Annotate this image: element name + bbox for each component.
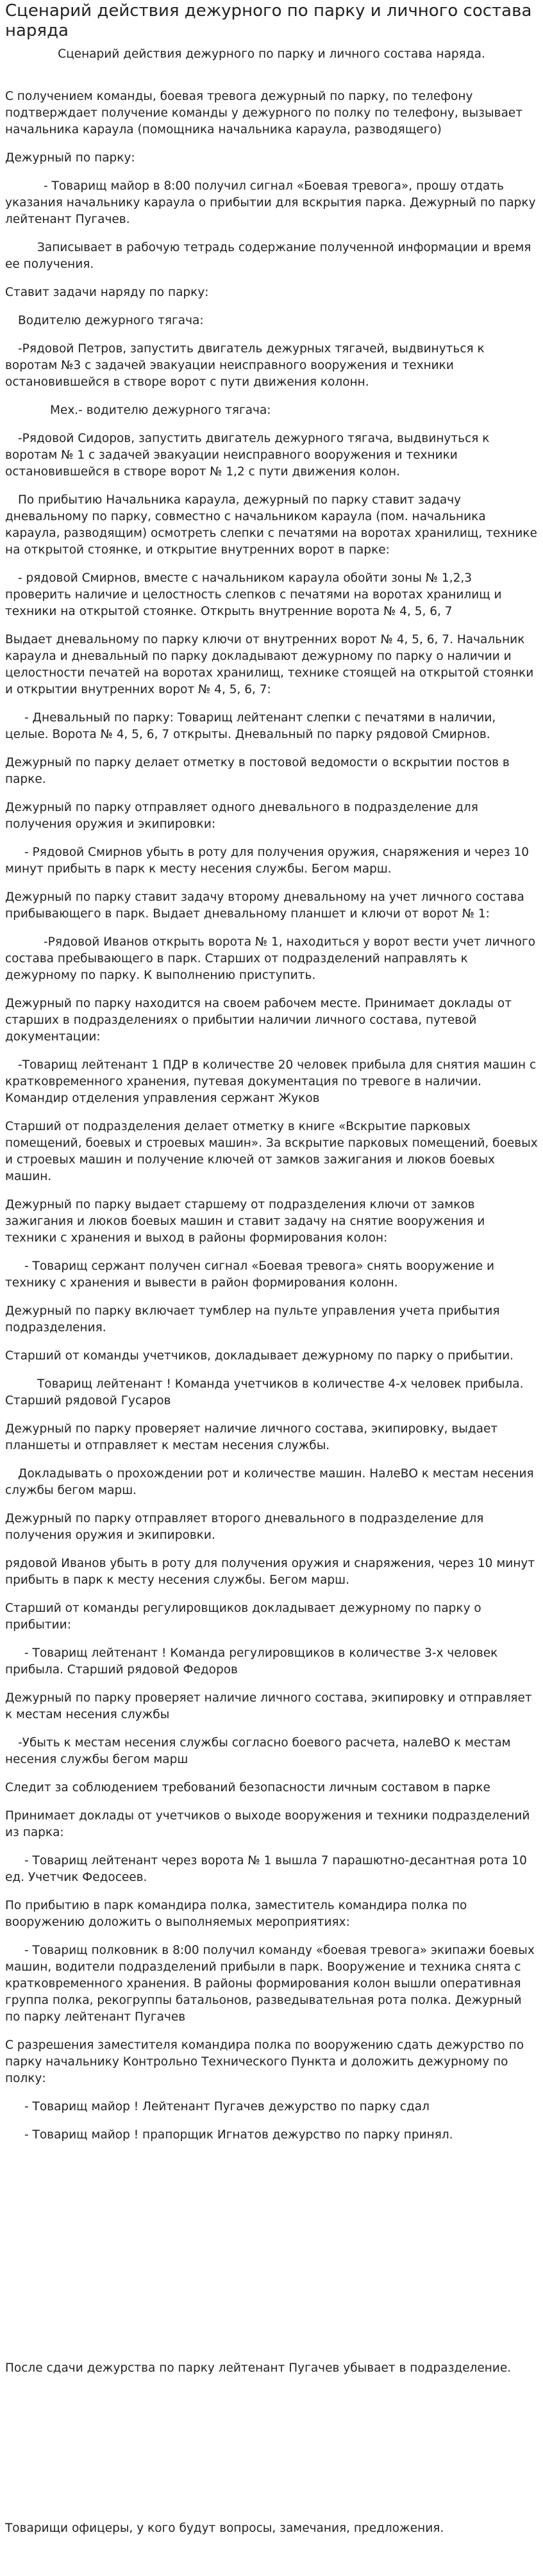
document-title: Сценарий действия дежурного по парку и личного состава наряда <box>5 1 532 40</box>
paragraph: Записывает в рабочую тетрадь содержание полученной информации и время ее получения. <box>5 241 531 271</box>
paragraph: По прибытию Начальника караула, дежурный по парку ставит задачу дневальному по парку, совместно с начальником караула (пом. начальника караула, разводящим) осмотреть слепки с печатями на воротах хранилищ, технике на открытой стоянке, и открытие внутренних ворот в парке: <box>5 493 537 557</box>
paragraph: Следит за соблюдением требований безопасности личным составом в парке <box>5 1781 490 1794</box>
paragraph: Дежурный по парку проверяет наличие личного состава, экипировку и отправляет к местам несения службы <box>5 1691 532 1721</box>
paragraph: Старший от команды учетчиков, докладывает дежурному по парку о прибытии. <box>5 1349 514 1363</box>
spacer <box>5 2155 538 2360</box>
paragraph: -Товарищ лейтенант 1 ПДР в количестве 20 человек прибыла для снятия машин с кратковременного хранения, путевая документация по тревоге в наличии. Командир отделения управления сержант Жуков <box>5 1058 537 1105</box>
paragraph: - Товарищ майор ! прапорщик Игнатов дежурство по парку принял. <box>24 2128 453 2142</box>
paragraph: По прибытию в парк командира полка, заместитель командира полка по вооружению доложить о выполняемых мероприятиях: <box>5 1899 467 1929</box>
paragraph: - Товарищ лейтенант ! Команда регулировщиков в количестве 3-х человек прибыла. Старший рядовой Федоров <box>5 1646 498 1677</box>
paragraph: Дежурный по парку находится на своем рабочем месте. Принимает доклады от старших в подразделениях о прибытии наличии личного состава, путевой документации: <box>5 997 512 1044</box>
paragraph: рядовой Иванов убыть в роту для получения оружия и снаряжения, через 10 минут прибыть в парк к месту несения службы. Бегом марш. <box>5 1557 535 1587</box>
paragraph: Дежурный по парку: <box>5 151 135 165</box>
paragraph: - Товарищ майор ! Лейтенант Пугачев дежурство по парку сдал <box>24 2100 430 2113</box>
paragraph: Дежурный по парку ставит задачу второму дневальному на учет личного состава прибывающего в парк. Выдает дневальному планшет и ключи от ворот № 1: <box>5 890 524 921</box>
paragraph: Выдает дневальному по парку ключи от внутренних ворот № 4, 5, 6, 7. Начальник караула и дневальный по парку докладывают дежурному по парку о наличии и целостности печатей на воротах хранилищ, технике стоящей на открытой стоянки и открытии внутренних ворот № 4, 5, 6, 7: <box>5 633 534 696</box>
paragraph: Ставит задачи наряду по парку: <box>5 286 209 299</box>
paragraph: Дежурный по парку включает тумблер на пульте управления учета прибытия подразделения. <box>5 1304 500 1334</box>
document-subtitle: Сценарий действия дежурного по парку и личного состава наряда. <box>58 47 485 61</box>
paragraph: - Дневальный по парку: Товарищ лейтенант слепки с печатями в наличии, целые. Ворота № 4, 5, 6, 7 открыты. Дневальный по парку рядовой Смирнов. <box>5 711 496 741</box>
paragraph: После сдачи дежурства по парку лейтенант Пугачев убывает в подразделение. <box>5 2361 512 2375</box>
paragraph: Дежурный по парку делает отметку в постовой ведомости о вскрытии постов в парке. <box>5 756 510 786</box>
paragraph: С получением команды, боевая тревога дежурный по парку, по телефону подтверждает получение команды у дежурного по полку по телефону, вызывает начальника караула (помощника начальника караула, разводящего) <box>5 90 523 136</box>
paragraph: -Убыть к местам несения службы согласно боевого расчета, налеВО к местам несения службы бегом марш <box>5 1736 511 1766</box>
paragraph: Старший от подразделения делает отметку в книге «Вскрытие парковых помещений, боевых и строевых машин». За вскрытие парковых помещений, боевых и строевых машин и получение ключей от замков зажигания и люков боевых машин. <box>5 1120 538 1183</box>
paragraph: - Товарищ сержант получен сигнал «Боевая тревога» снять вооружение и технику с хранения и вывести в район формирования колонн. <box>5 1259 495 1290</box>
paragraph: -Рядовой Петров, запустить двигатель дежурных тягачей, выдвинуться к воротам №3 с задачей эвакуации неисправного вооружения и техники остановившейся в створе ворот с пути движения колонн. <box>5 342 485 389</box>
paragraph: Дежурный по парку отправляет второго дневального в подразделение для получения оружия и экипировки. <box>5 1512 484 1542</box>
paragraph: - Товарищ лейтенант через ворота № 1 вышла 7 парашютно-десантная рота 10 ед. Учетчик Федосеев. <box>5 1854 527 1884</box>
paragraph: С разрешения заместителя командира полка по вооружению сдать дежурство по парку начальнику Контрольно Технического Пункта и доложить дежурному по полку: <box>5 2039 524 2085</box>
paragraph: Дежурный по парку проверяет наличие личного состава, экипировку, выдает планшеты и отправляет к местам несения службы. <box>5 1422 498 1452</box>
paragraph: - рядовой Смирнов, вместе с начальником караула обойти зоны № 1,2,3 проверить наличие и целостность слепков с печатями на воротах хранилищ и техники на открытой стоянке. Открыть внутренние ворота № 4, 5, 6, 7 <box>5 571 502 618</box>
paragraph: - Товарищ майор в 8:00 получил сигнал «Боевая тревога», прошу отдать указания начальнику караула о прибытии для вскрытия парка. Дежурный по парку лейтенант Пугачев. <box>5 179 536 226</box>
paragraph: Дежурный по парку выдает старшему от подразделения ключи от замков зажигания и люков боевых машин и ставит задачу на снятие вооружения и техники с хранения и выход в районы формирования колон: <box>5 1198 485 1245</box>
paragraph: Дежурный по парку отправляет одного дневального в подразделение для получения оружия и экипировки: <box>5 801 478 831</box>
paragraph: Товарищ лейтенант ! Команда учетчиков в количестве 4-х человек прибыла. Старший рядовой Гусаров <box>5 1377 524 1407</box>
paragraph: Мех.- водителю дежурного тягача: <box>50 404 271 417</box>
paragraph: -Рядовой Иванов открыть ворота № 1, находиться у ворот вести учет личного состава пребывающего в парк. Старших от подразделений направлять к дежурному по парку. К выполнению приступить. <box>5 935 536 982</box>
paragraph: Водителю дежурного тягача: <box>18 314 204 327</box>
spacer <box>5 2388 538 2520</box>
paragraph: - Рядовой Смирнов убыть в роту для получения оружия, снаряжения и через 10 минут прибыть в парк к месту несения службы. Бегом марш. <box>5 846 529 876</box>
paragraph: Старший от команды регулировщиков докладывает дежурному по парку о прибытии: <box>5 1602 481 1632</box>
paragraph: - Товарищ полковник в 8:00 получил команду «боевая тревога» экипажи боевых машин, водители подразделений прибыли в парк. Вооружение и техника снята с кратковременного хранения. В районы формирования колон вышли оперативная группа полка, рекогруппы батальонов, разведывательная рота полка. Дежурный по парку лейтенант Пугачев <box>5 1944 535 2024</box>
paragraph: Докладывать о прохождении рот и количестве машин. НалеВО к местам несения службы бегом марш. <box>5 1467 534 1497</box>
paragraph: Товарищи офицеры, у кого будут вопросы, замечания, предложения. <box>5 2522 444 2535</box>
paragraph: -Рядовой Сидоров, запустить двигатель дежурного тягача, выдвинуться к воротам № 1 с задачей эвакуации неисправного вооружения и техники остановившейся в створе ворот № 1,2 с пути движения колон. <box>5 432 490 479</box>
paragraph: Принимает доклады от учетчиков о выходе вооружения и техники подразделений из парка: <box>5 1809 530 1839</box>
